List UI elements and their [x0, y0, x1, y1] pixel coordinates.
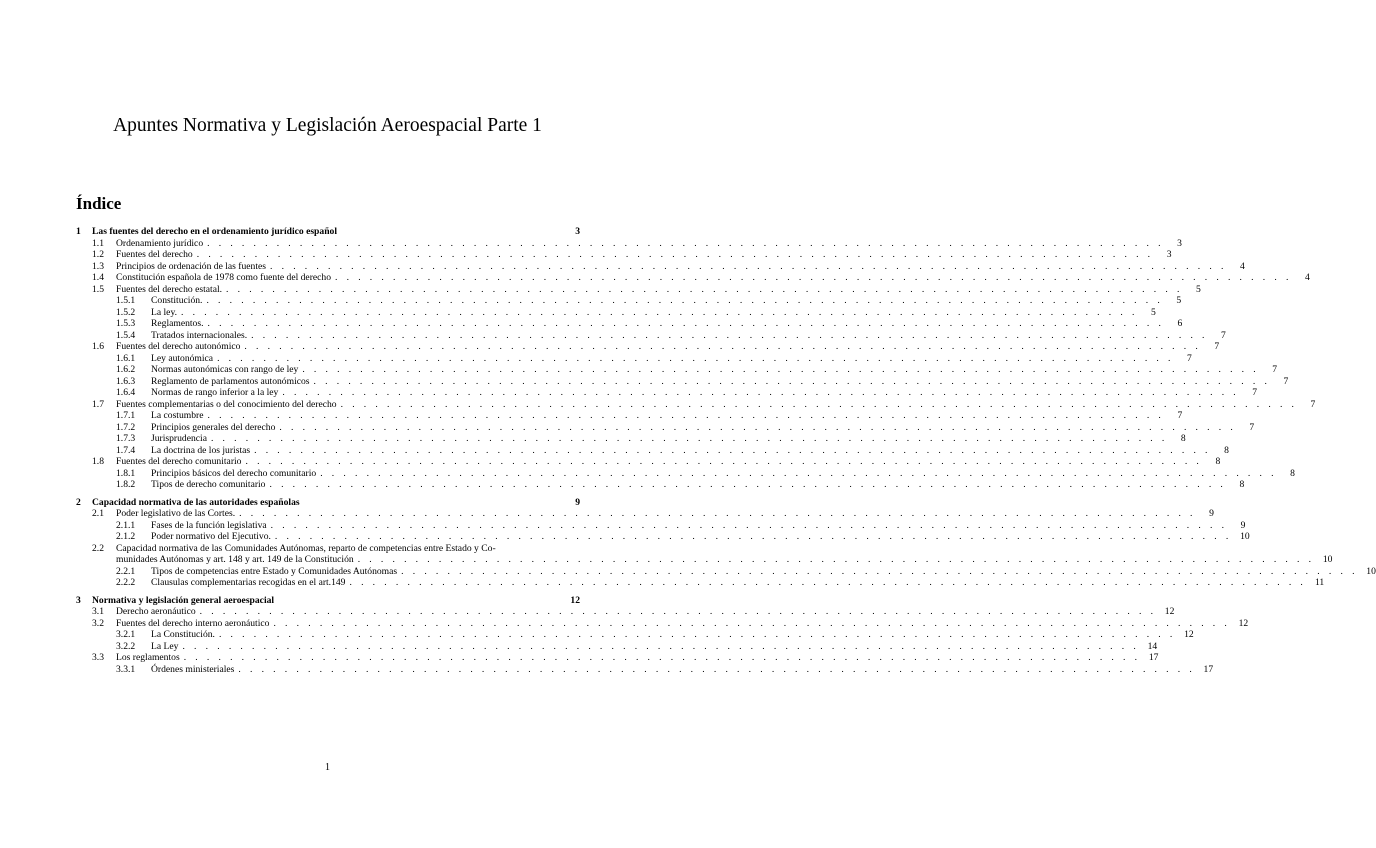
toc-title: La costumbre: [151, 410, 204, 421]
toc-entry-1-2[interactable]: [76, 249, 1172, 261]
toc-page: 7: [1252, 387, 1258, 398]
toc-entry-1-7-2[interactable]: [76, 421, 1255, 434]
toc-page: 12: [570, 594, 580, 606]
toc-number: 1.7: [92, 398, 104, 410]
toc-page: 7: [1177, 410, 1183, 421]
toc-entry-3-3[interactable]: [76, 652, 1159, 664]
toc-entry-1-6-3[interactable]: [76, 375, 1289, 388]
toc-page: 8: [1224, 444, 1229, 456]
toc-entry-1-5-3[interactable]: [76, 318, 1183, 330]
toc-number: 2: [76, 496, 81, 508]
toc-title: La Ley: [151, 640, 179, 652]
toc-page: 17: [1148, 652, 1159, 663]
toc-leader-dots: [270, 261, 1227, 273]
toc-leader-dots: [200, 606, 1157, 618]
toc-page: 7: [1310, 398, 1316, 410]
toc-title: Constitución.: [151, 295, 203, 306]
toc-leader-dots: [251, 330, 1208, 342]
toc-page: 7: [1272, 364, 1278, 375]
toc-title: Fuentes del derecho autonómico: [116, 341, 241, 352]
toc-title: Órdenes ministeriales: [151, 663, 235, 675]
toc-page: 3: [1166, 249, 1172, 260]
toc-number: 1.5.3: [116, 318, 136, 329]
toc-title-line1: Capacidad normativa de las Comunidades Autónomas, reparto de competencias entre Estado y Co-: [116, 542, 496, 554]
toc-leader-dots: [217, 353, 1174, 365]
toc-entry-3-1[interactable]: [76, 606, 1175, 618]
toc-title: Las fuentes del derecho en el ordenamiento jurídico español: [92, 226, 337, 237]
toc-page: 12: [1164, 606, 1175, 617]
toc-leader-dots: [211, 433, 1168, 445]
toc-number: 1.7.1: [116, 410, 136, 421]
toc-leader-dots: [182, 641, 1139, 653]
toc-entry-1-7-1[interactable]: [76, 410, 1183, 422]
toc-page: 5: [1150, 306, 1156, 318]
page-number: 1: [325, 762, 330, 773]
toc-page: 7: [1221, 329, 1226, 341]
toc-entry-1-7-4[interactable]: [76, 444, 1229, 457]
toc-page: 12: [1184, 629, 1194, 640]
toc-page: 6: [1177, 318, 1183, 329]
toc-leader-dots: [269, 479, 1226, 491]
toc-title: Normas autonómicas con rango de ley: [151, 364, 299, 375]
toc-leader-dots: [244, 341, 1201, 353]
toc-number: 1.5.1: [116, 295, 136, 306]
toc-title: Constitución española de 1978 como fuente del derecho: [116, 272, 331, 283]
toc-entry-2-2-2[interactable]: [76, 577, 1325, 589]
toc-number: 2.2.1: [116, 565, 136, 577]
toc-page: 9: [575, 496, 580, 508]
toc-section-2[interactable]: [76, 497, 580, 509]
toc-entry-1-7[interactable]: [76, 398, 1316, 411]
toc-leader-dots: [207, 238, 1164, 250]
toc-leader-dots: [271, 520, 1228, 532]
toc-number: 3.2.2: [116, 640, 136, 652]
toc-section-3[interactable]: [76, 595, 580, 607]
toc-number: 1.2: [92, 249, 104, 260]
toc-page: 10: [1366, 565, 1376, 577]
toc-entry-1-6-4[interactable]: [76, 387, 1258, 399]
toc-title: Fuentes del derecho estatal.: [116, 283, 223, 295]
toc-page: 17: [1203, 663, 1214, 675]
toc-title: Principios generales del derecho: [151, 421, 276, 433]
toc-number: 3: [76, 594, 81, 606]
toc-title: Fases de la función legislativa: [151, 519, 267, 531]
toc-number: 1.3: [92, 260, 104, 272]
toc-leader-dots: [358, 554, 1315, 566]
toc-page: 8: [1290, 467, 1295, 479]
toc-leader-dots: [226, 284, 1183, 296]
toc-entry-1-6-2[interactable]: [76, 364, 1278, 376]
toc-title: Reglamento de parlamentos autonómicos: [151, 375, 310, 387]
toc-leader-dots: [254, 445, 1211, 457]
toc-leader-dots: [238, 664, 1195, 676]
toc-leader-dots: [206, 295, 1163, 307]
toc-entry-1-8-2[interactable]: [76, 479, 1245, 491]
toc-title: Clausulas complementarias recogidas en el art.149: [151, 577, 346, 588]
toc-number: 1.5.4: [116, 329, 136, 341]
toc-number: 1.4: [92, 272, 104, 283]
toc-entry-1-5[interactable]: [76, 283, 1201, 296]
toc-leader-dots: [320, 468, 1277, 480]
toc-title: Ley autonómica: [151, 352, 214, 364]
toc-page: 10: [1322, 554, 1333, 565]
toc-page: 4: [1239, 260, 1245, 272]
toc-number: 1.1: [92, 237, 104, 249]
toc-page: 3: [1177, 237, 1182, 249]
toc-number: 3.2.1: [116, 629, 136, 640]
toc-leader-dots: [184, 652, 1141, 664]
toc-number: 2.1: [92, 508, 104, 519]
toc-entry-1-6-1[interactable]: [76, 352, 1192, 365]
toc-title: La doctrina de los juristas: [151, 444, 251, 456]
toc-entry-1-8[interactable]: [76, 456, 1221, 468]
toc-title: Poder legislativo de las Cortes.: [116, 508, 236, 519]
toc-number: 1.7.2: [116, 421, 136, 433]
toc-number: 2.1.2: [116, 531, 136, 542]
toc-entry-3-3-1[interactable]: [76, 663, 1214, 676]
toc-title: Principios básicos del derecho comunitario: [151, 467, 317, 479]
toc-title: Fuentes del derecho: [116, 249, 193, 260]
toc-title: Los reglamentos: [116, 652, 180, 663]
toc-page: 10: [1240, 531, 1250, 542]
toc-entry-1-4[interactable]: [76, 272, 1310, 284]
toc-leader-dots: [282, 387, 1239, 399]
toc-number: 1.6.1: [116, 352, 136, 364]
toc-number: 3.1: [92, 606, 104, 617]
toc-title: Ordenamiento jurídico: [116, 237, 204, 249]
toc-entry-2-2-1[interactable]: [76, 565, 1376, 578]
toc-number: 2.1.1: [116, 519, 136, 531]
table-of-contents: [76, 226, 1376, 675]
toc-leader-dots: [314, 376, 1271, 388]
toc-number: 2.2: [92, 542, 104, 554]
toc-title: Tipos de derecho comunitario: [151, 479, 266, 490]
toc-leader-dots: [279, 422, 1236, 434]
toc-entry-2-1[interactable]: [76, 508, 1214, 520]
toc-leader-dots: [341, 399, 1298, 411]
toc-number: 1.7.3: [116, 433, 136, 444]
toc-number: 1.8.2: [116, 479, 136, 490]
toc-title: Fuentes complementarias o del conocimiento del derecho: [116, 398, 337, 410]
toc-number: 1.8.1: [116, 467, 136, 479]
toc-entry-1-5-1[interactable]: [76, 295, 1182, 307]
toc-number: 3.3: [92, 652, 104, 663]
toc-title: Fuentes del derecho comunitario: [116, 456, 242, 467]
toc-page: 8: [1180, 433, 1186, 444]
toc-leader-dots: [302, 364, 1259, 376]
toc-page: 9: [1240, 519, 1246, 531]
toc-leader-dots: [197, 249, 1154, 261]
toc-leader-dots: [181, 307, 1138, 319]
toc-title: Derecho aeronáutico: [116, 606, 196, 617]
toc-leader-dots: [275, 531, 1232, 543]
toc-page: 7: [1187, 352, 1192, 364]
toc-page: 14: [1147, 640, 1158, 652]
toc-number: 3.2: [92, 617, 104, 629]
toc-page: 3: [575, 226, 580, 237]
toc-page: 11: [1314, 577, 1325, 588]
toc-entry-1-3[interactable]: [76, 260, 1245, 273]
toc-entry-1-6[interactable]: [76, 341, 1220, 353]
toc-title: Principios de ordenación de las fuentes: [116, 260, 266, 272]
toc-entry-1-1[interactable]: [76, 237, 1182, 250]
toc-page: 5: [1176, 295, 1182, 306]
toc-title: La Constitución.: [151, 629, 215, 640]
toc-entry-1-5-4[interactable]: [76, 329, 1226, 342]
toc-number: 1.6: [92, 341, 104, 352]
toc-leader-dots: [239, 508, 1196, 520]
toc-leader-dots: [401, 566, 1358, 578]
toc-leader-dots: [273, 618, 1230, 630]
toc-number: 3.3.1: [116, 663, 136, 675]
toc-page: 12: [1238, 617, 1249, 629]
toc-entry-2-1-2[interactable]: [76, 531, 1250, 543]
toc-entry-1-7-3[interactable]: [76, 433, 1186, 445]
toc-title: La ley.: [151, 306, 178, 318]
toc-entry-1-5-2[interactable]: [76, 306, 1156, 319]
toc-entry-1-8-1[interactable]: [76, 467, 1295, 480]
toc-page: 7: [1283, 375, 1289, 387]
toc-number: 1.8: [92, 456, 104, 467]
toc-leader-dots: [219, 629, 1176, 641]
toc-title: Normativa y legislación general aeroespacial: [92, 594, 275, 606]
document-title: Apuntes Normativa y Legislación Aeroespacial Parte 1: [113, 115, 542, 136]
toc-entry-3-2-1[interactable]: [76, 629, 1194, 641]
index-heading: Índice: [76, 194, 122, 213]
toc-entry-3-2[interactable]: [76, 617, 1249, 630]
toc-leader-dots: [349, 577, 1306, 589]
toc-page: 7: [1214, 341, 1220, 352]
toc-title-line2: munidades Autónomas y art. 148 y art. 149 de la Constitución: [116, 554, 354, 565]
toc-number: 1.6.3: [116, 375, 136, 387]
toc-title: Capacidad normativa de las autoridades españolas: [92, 496, 300, 508]
toc-leader-dots: [208, 318, 1165, 330]
toc-entry-3-2-2[interactable]: [76, 640, 1158, 653]
toc-title: Normas de rango inferior a la ley: [151, 387, 279, 398]
toc-leader-dots: [245, 456, 1202, 468]
toc-title: Jurisprudencia: [151, 433, 207, 444]
toc-page: 8: [1239, 479, 1245, 490]
toc-number: 1.5.2: [116, 306, 136, 318]
toc-title: Tipos de competencias entre Estado y Comunidades Autónomas: [151, 565, 398, 577]
toc-number: 1.6.4: [116, 387, 136, 398]
toc-page: 7: [1249, 421, 1255, 433]
toc-title: Tratados internacionales.: [151, 329, 248, 341]
toc-entry-2-1-1[interactable]: [76, 519, 1246, 532]
toc-page: 5: [1195, 283, 1201, 295]
toc-title: Poder normativo del Ejecutivo.: [151, 531, 271, 542]
toc-number: 1.7.4: [116, 444, 136, 456]
toc-leader-dots: [207, 410, 1164, 422]
toc-page: 8: [1215, 456, 1221, 467]
toc-number: 2.2.2: [116, 577, 136, 588]
toc-leader-dots: [335, 272, 1292, 284]
toc-title: Fuentes del derecho interno aeronáutico: [116, 617, 270, 629]
toc-page: 9: [1209, 508, 1214, 519]
toc-number: 1: [76, 226, 81, 237]
toc-number: 1.5: [92, 283, 104, 295]
toc-page: 4: [1304, 272, 1310, 283]
toc-entry-2-2[interactable]: [76, 542, 1333, 566]
toc-section-1[interactable]: [76, 226, 580, 238]
toc-title: Reglamentos.: [151, 318, 204, 329]
toc-number: 1.6.2: [116, 364, 136, 375]
